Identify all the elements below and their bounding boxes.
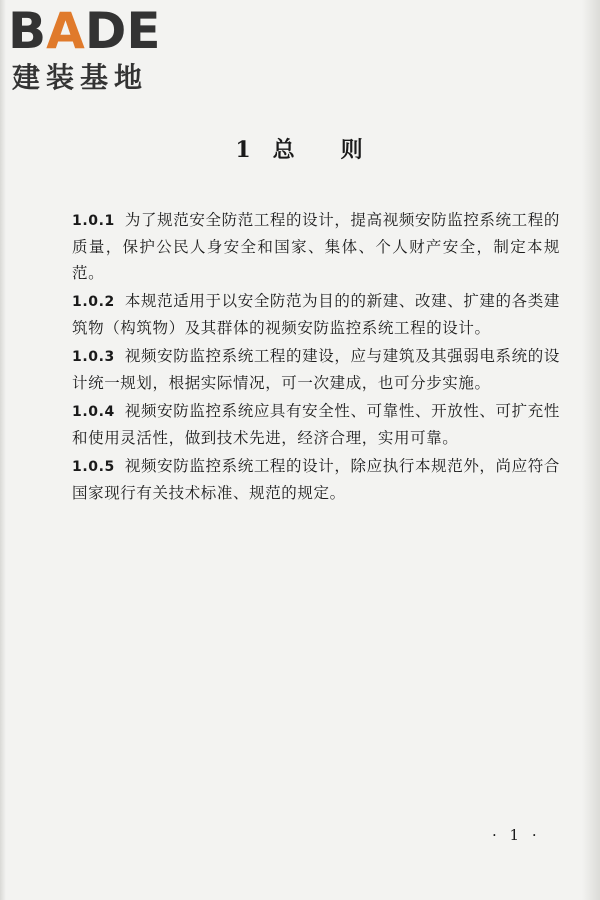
logo-wordmark <box>8 4 161 58</box>
clause-1-0-4 <box>72 398 560 451</box>
clause-1-0-1 <box>72 207 560 286</box>
clause-text: 视频安防监控系统工程的设计，除应执行本规范外，尚应符合国家现行有关技术标准、规范的规定。 <box>72 457 560 502</box>
logo-letter-a: A <box>46 2 85 60</box>
chapter-content <box>72 207 560 508</box>
clause-text: 视频安防监控系统工程的建设，应与建筑及其强弱电系统的设计统一规划，根据实际情况，可一次建成，也可分步实施。 <box>72 347 560 392</box>
logo-subtitle: 建装基地 <box>12 61 149 94</box>
page-number: · 1 · <box>492 826 541 844</box>
clause-number: 1.0.2 <box>72 294 115 310</box>
clause-text: 为了规范安全防范工程的设计，提高视频安防监控系统工程的质量，保护公民人身安全和国家、集体、个人财产安全，制定本规范。 <box>72 211 560 282</box>
clause-text: 视频安防监控系统应具有安全性、可靠性、开放性、可扩充性和使用灵活性，做到技术先进，经济合理，实用可靠。 <box>72 402 560 447</box>
chapter-title-part1: 总 <box>272 137 297 163</box>
clause-number: 1.0.1 <box>72 213 115 229</box>
chapter-number: 1 <box>235 137 253 163</box>
clause-number: 1.0.4 <box>72 404 115 420</box>
logo-letter-b: B <box>8 2 47 60</box>
clause-1-0-3 <box>72 343 560 396</box>
chapter-title-part2: 则 <box>340 137 365 163</box>
clause-1-0-2 <box>72 288 560 341</box>
watermark-logo <box>8 4 178 96</box>
clause-number: 1.0.3 <box>72 349 115 365</box>
logo-letters-de: DE <box>84 2 161 60</box>
clause-text: 本规范适用于以安全防范为目的的新建、改建、扩建的各类建筑物（构筑物）及其群体的视频安防监控系统工程的设计。 <box>72 292 560 337</box>
clause-1-0-5 <box>72 453 560 506</box>
clause-number: 1.0.5 <box>72 459 115 475</box>
chapter-title <box>0 133 600 164</box>
